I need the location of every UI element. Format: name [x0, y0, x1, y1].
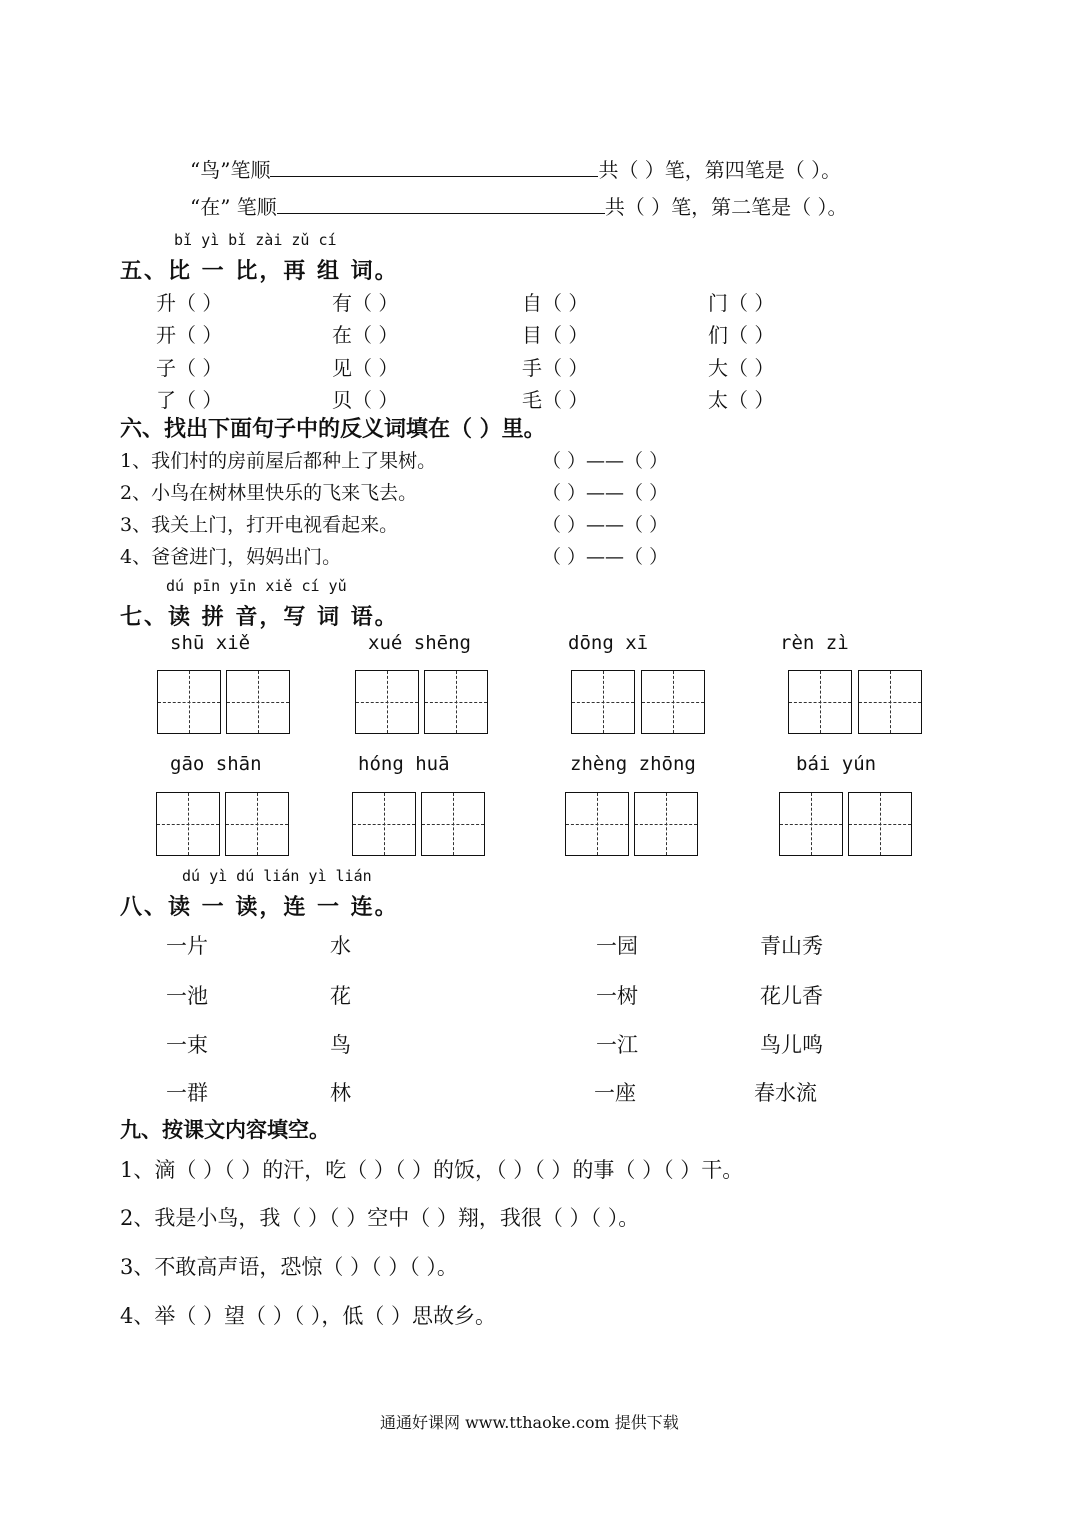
sec7-pinyin: dú pīn yīn xiě cí yǔ [166, 577, 347, 595]
sec5-cell: 太（ ） [708, 388, 775, 412]
sec5-cell: 毛（ ） [522, 388, 589, 412]
writing-grid[interactable] [779, 792, 843, 856]
sec5-cell: 开（ ） [156, 323, 223, 347]
match-item[interactable]: 一片 [166, 934, 208, 958]
writing-grid[interactable] [157, 670, 221, 734]
stroke-total-text: 共（ ）笔，第二笔是（ ）。 [604, 195, 848, 219]
sec5-cell: 目（ ） [522, 323, 589, 347]
match-item[interactable]: 林 [330, 1081, 351, 1105]
stroke-char-label: “在” 笔顺 [190, 195, 277, 219]
sec5-pinyin: bǐ yì bǐ zài zǔ cí [174, 231, 337, 249]
sec9-item[interactable]: 3、不敢高声语，恐惊（ ）（ ）（ ）。 [120, 1255, 458, 1279]
word-pinyin: dōng xī [568, 632, 649, 654]
stroke-order-blank[interactable] [270, 158, 598, 177]
writing-grid[interactable] [571, 670, 635, 734]
stroke-order-row-1 [190, 154, 841, 183]
writing-grid[interactable] [634, 792, 698, 856]
sec6-blank[interactable]: （ ）——（ ） [542, 546, 669, 568]
match-item[interactable]: 一座 [594, 1081, 636, 1105]
sec9-item[interactable]: 1、滴（ ）（ ）的汗，吃（ ）（ ）的饭，（ ）（ ）的事（ ）（ ）干。 [120, 1158, 744, 1182]
word-pinyin: gāo shān [170, 753, 262, 775]
sec5-cell: 门（ ） [708, 291, 775, 315]
stroke-order-row-2 [190, 191, 848, 220]
match-item[interactable]: 青山秀 [760, 934, 823, 958]
sec5-cell: 有（ ） [332, 291, 399, 315]
sec6-sentence: 3、我关上门，打开电视看起来。 [120, 514, 399, 536]
writing-grid[interactable] [848, 792, 912, 856]
word-pinyin: bái yún [796, 753, 877, 775]
sec9-item[interactable]: 4、举（ ）望（ ）（ ），低（ ）思故乡。 [120, 1304, 497, 1328]
sec5-cell: 了（ ） [156, 388, 223, 412]
match-item[interactable]: 一池 [166, 984, 208, 1008]
sec5-cell: 们（ ） [708, 323, 775, 347]
word-pinyin: rèn zì [780, 632, 849, 654]
match-item[interactable]: 一群 [166, 1081, 208, 1105]
sec5-cell: 自（ ） [522, 291, 589, 315]
sec6-sentence: 2、小鸟在树林里快乐的飞来飞去。 [120, 482, 418, 504]
word-pinyin: hóng huā [358, 753, 450, 775]
sec9-item[interactable]: 2、我是小鸟，我（ ）（ ）空中（ ）翔，我很（ ）（ ）。 [120, 1206, 640, 1230]
word-pinyin: zhèng zhōng [570, 753, 696, 775]
stroke-order-blank[interactable] [277, 195, 605, 214]
sec5-cell: 贝（ ） [332, 388, 399, 412]
sec6-blank[interactable]: （ ）——（ ） [542, 514, 669, 536]
sec6-title: 六、找出下面句子中的反义词填在（ ）里。 [120, 416, 546, 442]
match-item[interactable]: 一束 [166, 1033, 208, 1057]
match-item[interactable]: 鸟儿鸣 [760, 1033, 823, 1057]
writing-grid[interactable] [355, 670, 419, 734]
writing-grid[interactable] [788, 670, 852, 734]
writing-grid[interactable] [424, 670, 488, 734]
sec5-cell: 手（ ） [522, 356, 589, 380]
word-pinyin: xué shēng [368, 632, 471, 654]
sec5-cell: 在（ ） [332, 323, 399, 347]
sec5-cell: 见（ ） [332, 356, 399, 380]
writing-grid[interactable] [225, 792, 289, 856]
writing-grid[interactable] [226, 670, 290, 734]
sec6-sentence: 1、我们村的房前屋后都种上了果树。 [120, 450, 437, 472]
match-item[interactable]: 花 [330, 984, 351, 1008]
writing-grid[interactable] [641, 670, 705, 734]
stroke-char-label: “鸟”笔顺 [190, 158, 271, 182]
sec5-cell: 升（ ） [156, 291, 223, 315]
sec6-sentence: 4、爸爸进门，妈妈出门。 [120, 546, 342, 568]
match-item[interactable]: 鸟 [330, 1033, 351, 1057]
match-item[interactable]: 一树 [596, 984, 638, 1008]
match-item[interactable]: 一园 [596, 934, 638, 958]
sec6-blank[interactable]: （ ）——（ ） [542, 450, 669, 472]
sec7-title: 七、读 拼 音，写 词 语。 [120, 604, 399, 630]
writing-grid[interactable] [156, 792, 220, 856]
match-item[interactable]: 水 [330, 934, 351, 958]
sec5-title: 五、比 一 比，再 组 词。 [120, 258, 399, 284]
sec8-title: 八、读 一 读，连 一 连。 [120, 894, 399, 920]
sec8-pinyin: dú yì dú lián yì lián [182, 867, 372, 885]
writing-grid[interactable] [421, 792, 485, 856]
word-pinyin: shū xiě [170, 632, 251, 654]
match-item[interactable]: 春水流 [754, 1081, 817, 1105]
stroke-total-text: 共（ ）笔，第四笔是（ ）。 [598, 158, 842, 182]
sec5-cell: 子（ ） [156, 356, 223, 380]
writing-grid[interactable] [858, 670, 922, 734]
sec9-title: 九、按课文内容填空。 [120, 1117, 330, 1142]
match-item[interactable]: 花儿香 [760, 984, 823, 1008]
writing-grid[interactable] [352, 792, 416, 856]
sec5-cell: 大（ ） [708, 356, 775, 380]
sec6-blank[interactable]: （ ）——（ ） [542, 482, 669, 504]
writing-grid[interactable] [565, 792, 629, 856]
match-item[interactable]: 一江 [596, 1033, 638, 1057]
footer-text: 通通好课网 www.tthaoke.com 提供下载 [380, 1413, 679, 1432]
